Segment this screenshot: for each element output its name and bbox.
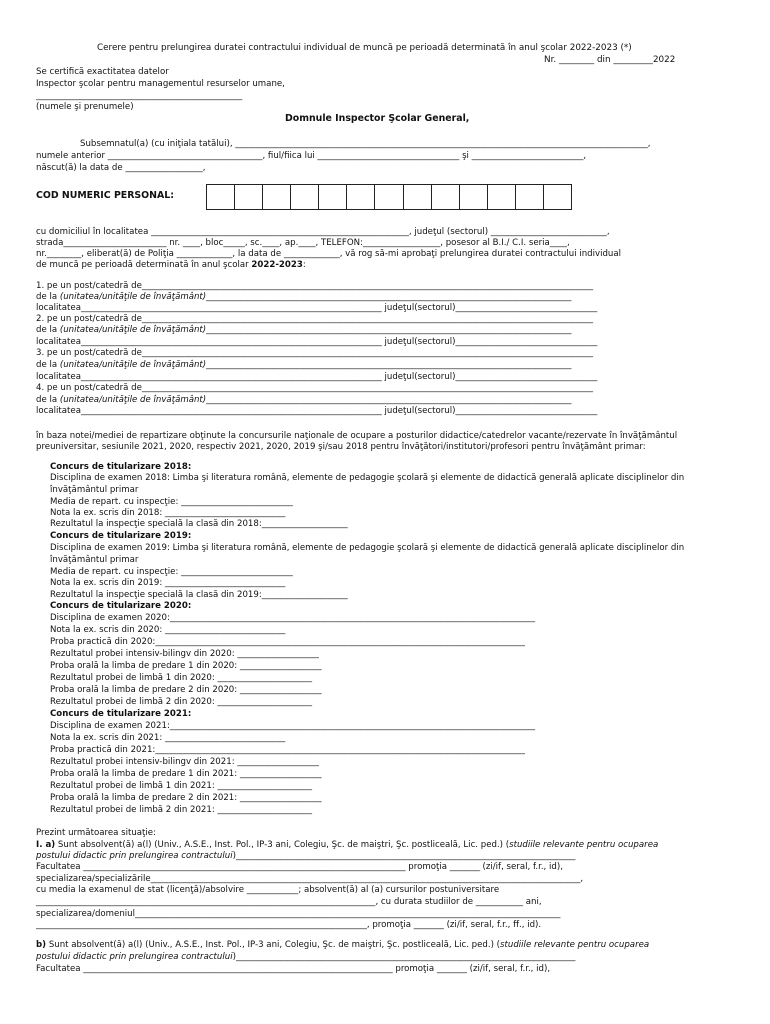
situation-a-promotion[interactable]: _____________________________________________________________________________, promoţia _______ (zi/if, seral, f.r., ff., id). bbox=[36, 920, 542, 930]
cnp-digit-cell[interactable] bbox=[488, 185, 516, 209]
cnp-digit-cell[interactable] bbox=[263, 185, 291, 209]
contest-2020-field[interactable]: Rezultatul probei intensiv-bilingv din 2020: ___________________ bbox=[50, 649, 319, 659]
post-3-locality[interactable]: localitatea______________________________________________________________________ judeţul(sectorul)_________________________________ bbox=[36, 372, 598, 382]
contest-2020-title: Concurs de titularizare 2020: bbox=[50, 601, 192, 611]
situation-b-line-2[interactable]: postului didactic prin prelungirea contractului)_______________________________________________________________________________ bbox=[36, 952, 576, 962]
contest-2021-field[interactable]: Rezultatul probei de limbă 2 din 2021: ______________________ bbox=[50, 805, 313, 815]
post-2-locality[interactable]: localitatea______________________________________________________________________ judeţul(sectorul)_________________________________ bbox=[36, 337, 598, 347]
contest-2021-title: Concurs de titularizare 2021: bbox=[50, 709, 192, 719]
contest-2018-title: Concurs de titularizare 2018: bbox=[50, 462, 192, 472]
contest-2020-field[interactable]: Proba orală la limba de predare 1 din 2020: ___________________ bbox=[50, 661, 322, 671]
contest-2020-field[interactable]: Proba orală la limba de predare 2 din 2020: ___________________ bbox=[50, 685, 322, 695]
cnp-digit-cell[interactable] bbox=[291, 185, 319, 209]
situation-b-faculty[interactable]: Facultatea ________________________________________________________________________ promoţia _______ (zi/if, seral, f.r., id), bbox=[36, 964, 551, 974]
post-3-line[interactable]: 3. pe un post/catedră de_________________________________________________________________________________________________________ bbox=[36, 348, 594, 358]
address-line-2[interactable]: strada________________________ nr. ____, bloc_____, sc.____, ap.____, TELEFON:__________________, posesor al B.I./ C.I. seria____, bbox=[36, 238, 570, 248]
post-2-line[interactable]: 2. pe un post/catedră de_________________________________________________________________________________________________________ bbox=[36, 314, 594, 324]
contest-2018-nota[interactable]: Nota la ex. scris din 2018: ____________________________ bbox=[50, 508, 286, 518]
contest-2019-title: Concurs de titularizare 2019: bbox=[50, 531, 192, 541]
identity-parents-line[interactable]: numele anterior ____________________________________, fiul/fiica lui _________________________________ şi __________________________, bbox=[36, 151, 587, 161]
contest-2020-field[interactable]: Nota la ex. scris din 2020: ____________________________ bbox=[50, 625, 286, 635]
post-2-unit[interactable]: de la (unitatea/unităţile de învăţământ)_____________________________________________________________________________________ bbox=[36, 325, 572, 335]
contest-2018-discipline-1: Disciplina de examen 2018: Limba şi literatura română, elemente de pedagogie şcolară şi elemente de didactică generală aplicate disciplinelor din bbox=[50, 473, 685, 483]
situation-a-line-2[interactable]: postului didactic prin prelungirea contractului)_______________________________________________________________________________ bbox=[36, 851, 576, 861]
cnp-digit-cell[interactable] bbox=[207, 185, 235, 209]
certify-name-caption: (numele şi prenumele) bbox=[36, 102, 134, 112]
contest-2019-discipline-1: Disciplina de examen 2019: Limba şi literatura română, elemente de pedagogie şcolară şi elemente de didactică generală aplicate disciplinelor din bbox=[50, 543, 685, 553]
contest-2020-field[interactable]: Disciplina de examen 2020:_____________________________________________________________________________________ bbox=[50, 613, 536, 623]
situation-a-domain[interactable]: specializarea/domeniul___________________________________________________________________________________________________ bbox=[36, 909, 561, 919]
cnp-digit-cell[interactable] bbox=[319, 185, 347, 209]
certify-line-2: Inspector şcolar pentru managementul resurselor umane, bbox=[36, 79, 285, 89]
cnp-digit-cell[interactable] bbox=[404, 185, 432, 209]
situation-a-media[interactable]: cu media la examenul de stat (licenţă)/absolvire ____________; absolvent(ă) al (a) cursurilor postuniversitare bbox=[36, 885, 500, 895]
contest-2019-rezultat[interactable]: Rezultatul la inspecţie specială la clasă din 2019:____________________ bbox=[50, 590, 348, 600]
address-line-4: de muncă pe perioadă determinată în anul şcolar 2022-2023: bbox=[36, 260, 306, 270]
post-1-line[interactable]: 1. pe un post/catedră de_________________________________________________________________________________________________________ bbox=[36, 281, 594, 291]
situation-a-line-1: I. a) Sunt absolvent(ă) a(l) (Univ., A.S.E., Inst. Pol., IP-3 ani, Colegiu, Şc. de maiştri, Şc. postliceală, Lic. ped.) (studiile relevante pentru ocuparea bbox=[36, 840, 659, 850]
post-1-unit[interactable]: de la (unitatea/unităţile de învăţământ)_____________________________________________________________________________________ bbox=[36, 292, 572, 302]
contest-2021-field[interactable]: Nota la ex. scris din 2021: ____________________________ bbox=[50, 733, 286, 743]
contest-2019-discipline-2: învăţământul primar bbox=[50, 555, 139, 565]
contest-2018-rezultat[interactable]: Rezultatul la inspecţie specială la clasă din 2018:____________________ bbox=[50, 519, 348, 529]
basis-line-2: preuniversitar, sesiunile 2021, 2020, respectiv 2021, 2020, 2019 şi/sau 2018 pentru învăţători/institutori/profesori pentru învăţământ primar: bbox=[36, 442, 646, 452]
contest-2021-field[interactable]: Proba orală la limba de predare 2 din 2021: ___________________ bbox=[50, 793, 322, 803]
post-4-locality[interactable]: localitatea______________________________________________________________________ judeţul(sectorul)_________________________________ bbox=[36, 406, 598, 416]
registration-number[interactable]: Nr. ________ din _________2022 bbox=[544, 55, 676, 65]
contest-2020-field[interactable]: Proba practică din 2020:______________________________________________________________________________________ bbox=[50, 637, 525, 647]
post-3-unit[interactable]: de la (unitatea/unităţile de învăţământ)_____________________________________________________________________________________ bbox=[36, 360, 572, 370]
situation-a-duration[interactable]: _______________________________________________________________________________, cu durata studiilor de ___________ ani, bbox=[36, 897, 542, 907]
contest-2021-field[interactable]: Proba practică din 2021:______________________________________________________________________________________ bbox=[50, 745, 525, 755]
contest-2019-media[interactable]: Media de repart. cu inspecţie: __________________________ bbox=[50, 567, 293, 577]
basis-line-1: în baza notei/mediei de repartizare obţinute la concursurile naţionale de ocupare a posturilor didactice/catedrelor vacante/rezervate în învăţământul bbox=[36, 431, 678, 441]
contest-2021-field[interactable]: Disciplina de examen 2021:_____________________________________________________________________________________ bbox=[50, 721, 536, 731]
certify-signature-blank[interactable]: ________________________________________________ bbox=[36, 91, 243, 101]
post-1-locality[interactable]: localitatea______________________________________________________________________ judeţul(sectorul)_________________________________ bbox=[36, 303, 598, 313]
contest-2021-field[interactable]: Rezultatul probei de limbă 1 din 2021: ______________________ bbox=[50, 781, 313, 791]
address-line-3[interactable]: nr.________, eliberat(ă) de Poliţia _____________, la data de _____________, vă rog să-mi aprobaţi prelungirea duratei contractului individual bbox=[36, 249, 622, 259]
post-4-line[interactable]: 4. pe un post/catedră de_________________________________________________________________________________________________________ bbox=[36, 383, 594, 393]
post-4-unit[interactable]: de la (unitatea/unităţile de învăţământ)_____________________________________________________________________________________ bbox=[36, 395, 572, 405]
contest-2020-field[interactable]: Rezultatul probei de limbă 1 din 2020: ______________________ bbox=[50, 673, 313, 683]
situation-a-faculty[interactable]: Facultatea ___________________________________________________________________________ promoţia _______ (zi/if, seral, f.r., id), bbox=[36, 862, 563, 872]
form-title: Cerere pentru prelungirea duratei contractului individual de muncă pe perioadă determinată în anul şcolar 2022-2023 (*) bbox=[97, 43, 632, 53]
cnp-digit-cell[interactable] bbox=[235, 185, 263, 209]
situation-a-specialization[interactable]: specializarea/specializările____________________________________________________________________________________________________, bbox=[36, 874, 584, 884]
situation-b-line-1: b) Sunt absolvent(ă) a(l) (Univ., A.S.E., Inst. Pol., IP-3 ani, Colegiu, Şc. de maiştri, Şc. postliceală, Lic. ped.) (studiile relevante pentru ocuparea bbox=[36, 940, 650, 950]
cnp-digit-cell[interactable] bbox=[544, 185, 571, 209]
cnp-digit-cell[interactable] bbox=[375, 185, 403, 209]
contest-2020-field[interactable]: Rezultatul probei de limbă 2 din 2020: ______________________ bbox=[50, 697, 313, 707]
contest-2021-field[interactable]: Rezultatul probei intensiv-bilingv din 2021: ___________________ bbox=[50, 757, 319, 767]
contest-2018-discipline-2: învăţământul primar bbox=[50, 485, 139, 495]
cnp-label: COD NUMERIC PERSONAL: bbox=[36, 190, 174, 201]
certify-line-1: Se certifică exactitatea datelor bbox=[36, 67, 169, 77]
identity-name-line[interactable]: Subsemnatul(a) (cu iniţiala tatălui), ________________________________________________________________________________________________, bbox=[80, 139, 651, 149]
cnp-digit-cell[interactable] bbox=[347, 185, 375, 209]
addressee: Domnule Inspector Şcolar General, bbox=[285, 113, 470, 124]
address-line-1[interactable]: cu domiciliul în localitatea ____________________________________________________________, judeţul (sectorul) ___________________________, bbox=[36, 227, 610, 237]
contest-2018-media[interactable]: Media de repart. cu inspecţie: __________________________ bbox=[50, 497, 293, 507]
contest-2021-field[interactable]: Proba orală la limba de predare 1 din 2021: ___________________ bbox=[50, 769, 322, 779]
cnp-digit-cell[interactable] bbox=[516, 185, 544, 209]
situation-intro: Prezint următoarea situaţie: bbox=[36, 828, 156, 838]
cnp-digit-cell[interactable] bbox=[432, 185, 460, 209]
cnp-digit-cell[interactable] bbox=[460, 185, 488, 209]
identity-birthdate-line[interactable]: născut(ă) la data de __________________, bbox=[36, 163, 206, 173]
contest-2019-nota[interactable]: Nota la ex. scris din 2019: ____________________________ bbox=[50, 578, 286, 588]
cnp-input-grid[interactable] bbox=[206, 184, 572, 210]
